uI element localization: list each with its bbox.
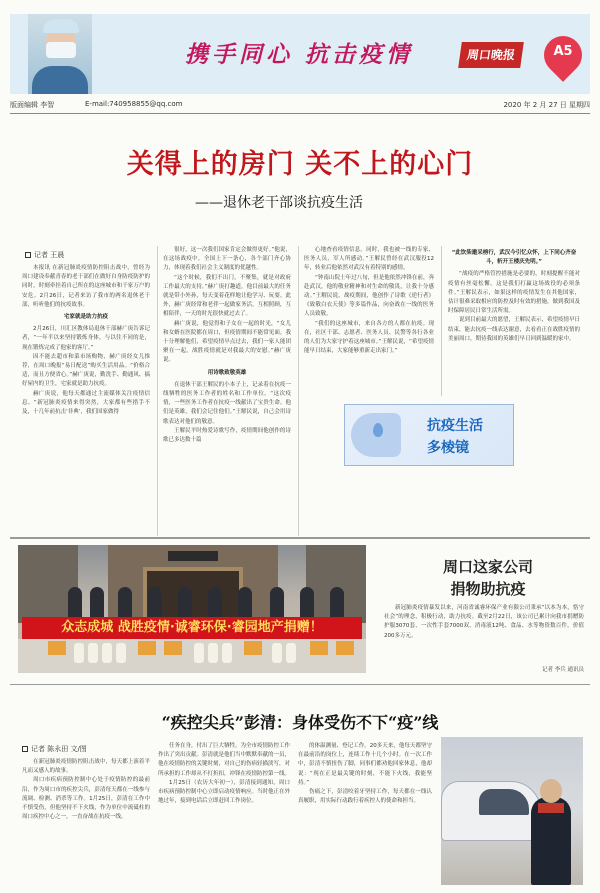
masthead-slogan: 携手同心 抗击疫情: [185, 41, 414, 68]
paragraph: 的体温测量、登记工作。20多天来，他每天都坚守在最前沿的岗位上，连续工作十几个小时。在一次工作中，彭清不慎扭伤了脚，同事们都劝他回家休息，他却说：“现在正是最关键的时刻，不能下火线，我能坚持。”: [298, 743, 432, 786]
byline-box-icon: [22, 746, 28, 752]
section-heading: “此饮柴邀采榜行，武汉今引忆众怀，上下同心齐奋斗，斩开王楼庆先明。”: [451, 250, 577, 266]
section-divider: [10, 684, 590, 685]
masthead-banner: [10, 14, 590, 94]
article2-headline-line-2: 捐物助抗疫: [450, 580, 526, 598]
article2-headline: [398, 556, 578, 600]
paragraph: 王解民平时热爱诗歌写作，疫情期间他创作的诗歌已多达数十篇: [163, 427, 291, 444]
article1-column-2: [163, 246, 291, 532]
editor-email[interactable]: E-mail:740958855@qq.com: [85, 100, 183, 108]
article2-body-text: 新冠肺炎疫情暴发以来，河南省诚睿环保产业有限公司秉承“以本为本，恪守社会”的理念，积极行动，助力抗疫。截至2月22日，该公司已累计向我市捐赠防护服3070套、一次性手套7000双、消毒液12吨、食品、水等物资数百件，价值200多万元。: [384, 605, 584, 639]
divider: [10, 113, 590, 114]
paragraph: 2月26日，川汇区教体局退休干部赫广庚告诉记者，“一年半以来坚持锻炼身体，与以往不同的是，现在锻炼完成了他家的客厅。”: [22, 326, 150, 351]
column-divider: [298, 246, 299, 536]
section-heading: 用诗歌致敬英雄: [207, 369, 247, 376]
byline-text: 记者 陈永田 文/图: [31, 745, 87, 753]
stamp-title: 抗疫生活: [427, 418, 483, 434]
page-editor: 版面编辑 李智: [10, 101, 55, 109]
paragraph: 在新冠肺炎疫情防控阻击战中，每天都上演着平凡而又感人的故事。: [22, 759, 150, 775]
paragraph: “战疫的严格管控措施是必要的，时刻提醒不能对疫情有丝毫松懈，这是我们打赢这场战役的必须条件。”王解民表示，如果这样的疫情发生在其他国家，估计很难采取相应的防控及时有效的措施，做到我国及时保障居民日常生活所需。: [448, 271, 580, 315]
article2-headline-line-1: 周口这家公司: [442, 558, 533, 576]
paragraph: 说到目前最大的愿望，王解民表示，希望疫情早日结束，能去抗疫一线表达谢意，去看看正在战胜疫情的美丽周口，期待我国的英雄们早日回到温暖的家中。: [448, 317, 580, 342]
donation-ceremony-photo: [18, 545, 366, 673]
paragraph: 很好，这一次我们国家肯定会做得更好。”他说，在这场战疫中，全国上下一条心，各个部门齐心协力，体现着我们社会主义制度的优越性。: [163, 247, 291, 272]
paragraph: 在退休干部王解民的小本子上，记录着在抗疫一线牺牲的医务工作者的姓名和工作单位。“这次疫情，一些医务工作者在抗疫一线献出了宝贵生命。他们是英雄，我们会记住他们。”王解民说，自己会用诗歌表达对他们的敬意。: [163, 381, 291, 425]
donation-banner: 众志成城 战胜疫情·诚睿环保·睿园地产捐赠！: [22, 617, 362, 639]
paragraph: 本报讯 在新冠肺炎疫情防控阻击战中，曾经为周口建设奉献青春的老干部们在做好自身防疫防护的同时，时刻牵挂着自己所在的这座城市和千家万户的安危。2月26日，记者来访了我市的两名退休老干部，听听他们的抗疫故事。: [22, 265, 150, 308]
byline-box-icon: [25, 252, 31, 258]
checkpoint-photo: [441, 737, 583, 885]
paragraph: 1月25日（农历大年初一），彭清接到通知，周口市疾病预防控制中心立即启动疫情响应。当时他正在外地过年，接到电话后立即赶回工作岗位。: [158, 779, 290, 805]
article2-body: [384, 604, 584, 664]
paragraph: 任务在身，付出了巨大牺牲。为全市疫情防控工作作出了突出贡献。彭清就是他们当中默默奉献的一员，他在疫情防控的关键时刻，对自己的伤病轻描淡写，对所承担的工作却从不打折扣，冲锋在疫情防控第一线。: [158, 743, 290, 777]
section-heading: 宅家就是助力抗疫: [63, 314, 108, 321]
column-divider: [157, 246, 158, 536]
article1-headline: 关得上的房门 关不上的心门: [126, 149, 474, 180]
article1-column-4: [448, 246, 580, 396]
article3-byline: [22, 744, 87, 754]
section-divider: [10, 537, 590, 539]
paragraph: 伤痛之下，彭清咬着牙坚持工作，每天都在一线认真履职，用实际行动践行着疾控人的使命和担当。: [298, 789, 432, 805]
article3-column-3: [298, 742, 432, 888]
article1-subhead: ——退休老干部谈抗疫生活: [195, 195, 363, 211]
article1-column-3: [304, 246, 434, 396]
water-drop-icon: [373, 423, 383, 437]
paragraph: “钟南山院士年过八旬，但是他依然冲锋在前，奔赴武汉，他的敬业精神和对生命的敬畏，让我十分感动。”王解民说，战疫期间，他创作了诗歌《逆行者》《致敬白衣天使》等多篇作品，向奋战在一线的医务人员致敬。: [304, 274, 434, 318]
paragraph: 赫广庚说，他觉得和子女在一起的时光，“女儿和女婿在医院都在周口，但疫情期间不能常见面。我十分理解他们，希望疫情早点过去，我们一家人能团聚在一起，战胜疫情就是对我最大的安慰。”赫广庚说。: [163, 320, 291, 364]
masthead-nurse-photo: [28, 14, 92, 94]
stamp-subtitle: 多棱镜: [427, 440, 469, 456]
article3-headline: “疾控尖兵”彭清：身体受伤不下“疫”线: [161, 713, 439, 732]
page-number: A5: [553, 44, 573, 59]
article3-column-1: [22, 758, 150, 888]
issue-date: 2020 年 2 月 27 日 星期四: [503, 101, 590, 109]
paragraph: 周口市疾病预防控制中心处于疫情防控的最前沿，作为周口市的疾控尖兵，彭清每天都在一线参与流调、检测、消杀等工作。1月25日，彭清在工作中不慎受伤，但他坚持不下火线，作为单位中流砥柱的周口疾控中心之一，一直奋战在抗疫一线。: [22, 777, 150, 821]
paragraph: “这个时候，我们不出门，不聚集，就是对政府工作最大的支持。”赫广庚打趣道，他目前最大的任务就是带小外孙，每天变着花样地让他学习、玩耍。此外，赫广庚经常和老伴一起做家务活，互相照顾，互相陪伴，一天的时光很快就过去了。: [163, 274, 291, 318]
byline-text: 记者 王晨: [34, 251, 65, 259]
article1-column-1: [22, 264, 150, 532]
article2-byline: [384, 666, 584, 678]
column-divider: [441, 246, 442, 396]
paragraph: 心地查看疫情信息。同时，我也被一线的专家、医务人员、军人所感动。”王解民曾经在武汉服役12年，转业后他依然对武汉有着特别的感情。: [304, 247, 434, 272]
article1-byline: [25, 250, 64, 260]
article2-byline-text: 记者 李兵 通讯员: [542, 667, 584, 673]
newspaper-brand-logo: 周口晚报: [458, 42, 524, 68]
paragraph: 因不能去超市和菜市场购物，赫广庚经女儿推荐，在周口晚报“易日配送”购买生活用品。“价格合适，而且方便省心。”赫广庚说，勤洗手、勤通风、搞好屋内的卫生，宅家就是助力抗疫。: [22, 353, 150, 388]
paragraph: “我们的这座城市，来自各方的人都在抗疫。现在，社区干部、志愿者、医务人员、民警等各行各业的人们为大家守护着这座城市。”王解民说，“希望疫情能早日结束，大家能够重新走出家门。”: [304, 320, 434, 355]
paragraph: 赫广庚说，他每天都通过主流媒体关注疫情信息。“新冠肺炎疫情来得突然，大家都有些措手不及，十几年前抗击‘非典’，我们国家做得: [22, 390, 150, 416]
edition-info-bar: [10, 98, 590, 112]
article3-column-2: [158, 742, 290, 888]
column-stamp-graphic: [344, 404, 514, 466]
